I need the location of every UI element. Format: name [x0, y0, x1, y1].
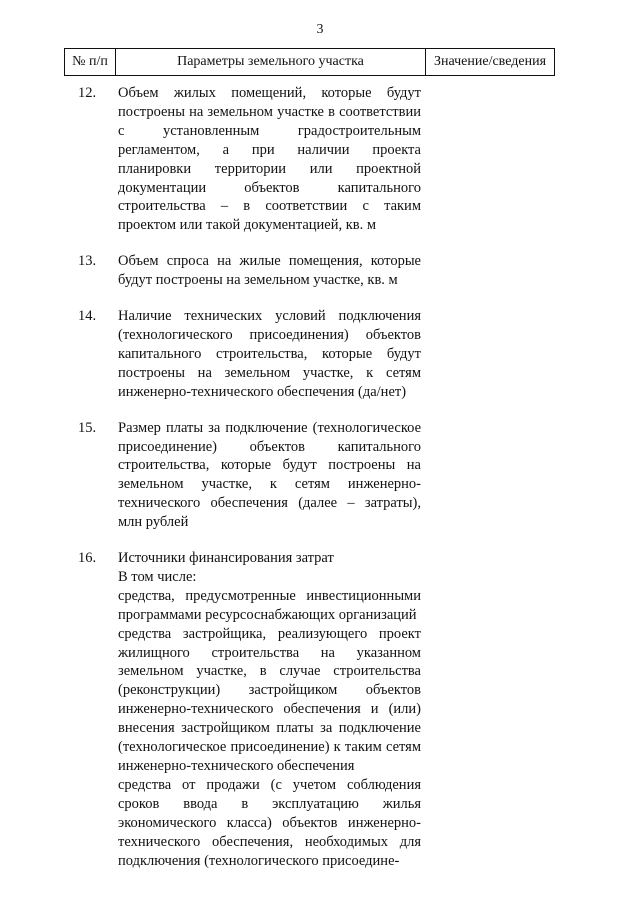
row-text: В том числе:	[118, 568, 197, 585]
row-number: 12.	[78, 85, 97, 101]
row-parameter	[118, 307, 421, 402]
header-value-column: Значение/сведения	[426, 49, 555, 76]
row-text: Размер платы за подключение (технологическое присоединение) объектов капитального строительства, которые будут построены на земельном участке, к сетям инженерно-технического обеспечения (далее – затраты), млн рублей	[118, 419, 421, 531]
row-text: Объем спроса на жилые помещения, которые будут построены на земельном участке, кв. м	[118, 253, 421, 289]
header-parameters-column: Параметры земельного участка	[116, 49, 426, 76]
row-text: средства застройщика, реализующего проект жилищного строительства на указанном земельном участке, в случае строительства (реконструкции) застройщиком объектов инженерно-технического обеспечения и (или) внесения застройщиком платы за подключение (технологическое присоединение) к таким сетям инженерно-технического обеспечения	[118, 625, 421, 774]
row-text: Наличие технических условий подключения (технологического присоединения) объектов капитального строительства, которые будут построены на земельном участке, к сетям инженерно-технического обеспечения (да/нет)	[118, 308, 421, 400]
row-number: 15.	[78, 419, 97, 436]
row-number: 14.	[78, 308, 97, 325]
row-number: 16.	[78, 550, 97, 567]
row-text: средства, предусмотренные инвестиционными программами ресурсоснабжающих организаций	[118, 587, 421, 623]
row-parameter	[118, 419, 421, 532]
table-row	[78, 84, 422, 235]
row-text: средства от продажи (с учетом соблюдения сроков ввода в эксплуатацию жилья экономического класса) объектов инженерно-технического обеспечения, необходимых для подключения (технологического присоедине-	[118, 776, 421, 869]
table-row	[78, 419, 422, 532]
row-parameter	[118, 549, 421, 870]
table-row	[78, 307, 422, 402]
table-row	[78, 549, 422, 870]
table-body	[78, 84, 422, 870]
table-header	[64, 48, 555, 76]
row-number: 13.	[78, 253, 97, 270]
table-row	[78, 252, 422, 290]
row-text: Источники финансирования затрат	[118, 550, 334, 567]
row-text: Объем жилых помещений, которые будут построены на земельном участке в соответствии с установленным градостроительным регламентом, а при наличии проекта планировки территории или проектной документации объектов капитального строительства – в соответствии с таким проектом или такой документацией, кв. м	[118, 85, 421, 234]
row-parameter	[118, 84, 421, 235]
row-parameter	[118, 252, 421, 290]
header-number-column: № п/п	[65, 49, 116, 76]
page-number: 3	[316, 22, 324, 37]
